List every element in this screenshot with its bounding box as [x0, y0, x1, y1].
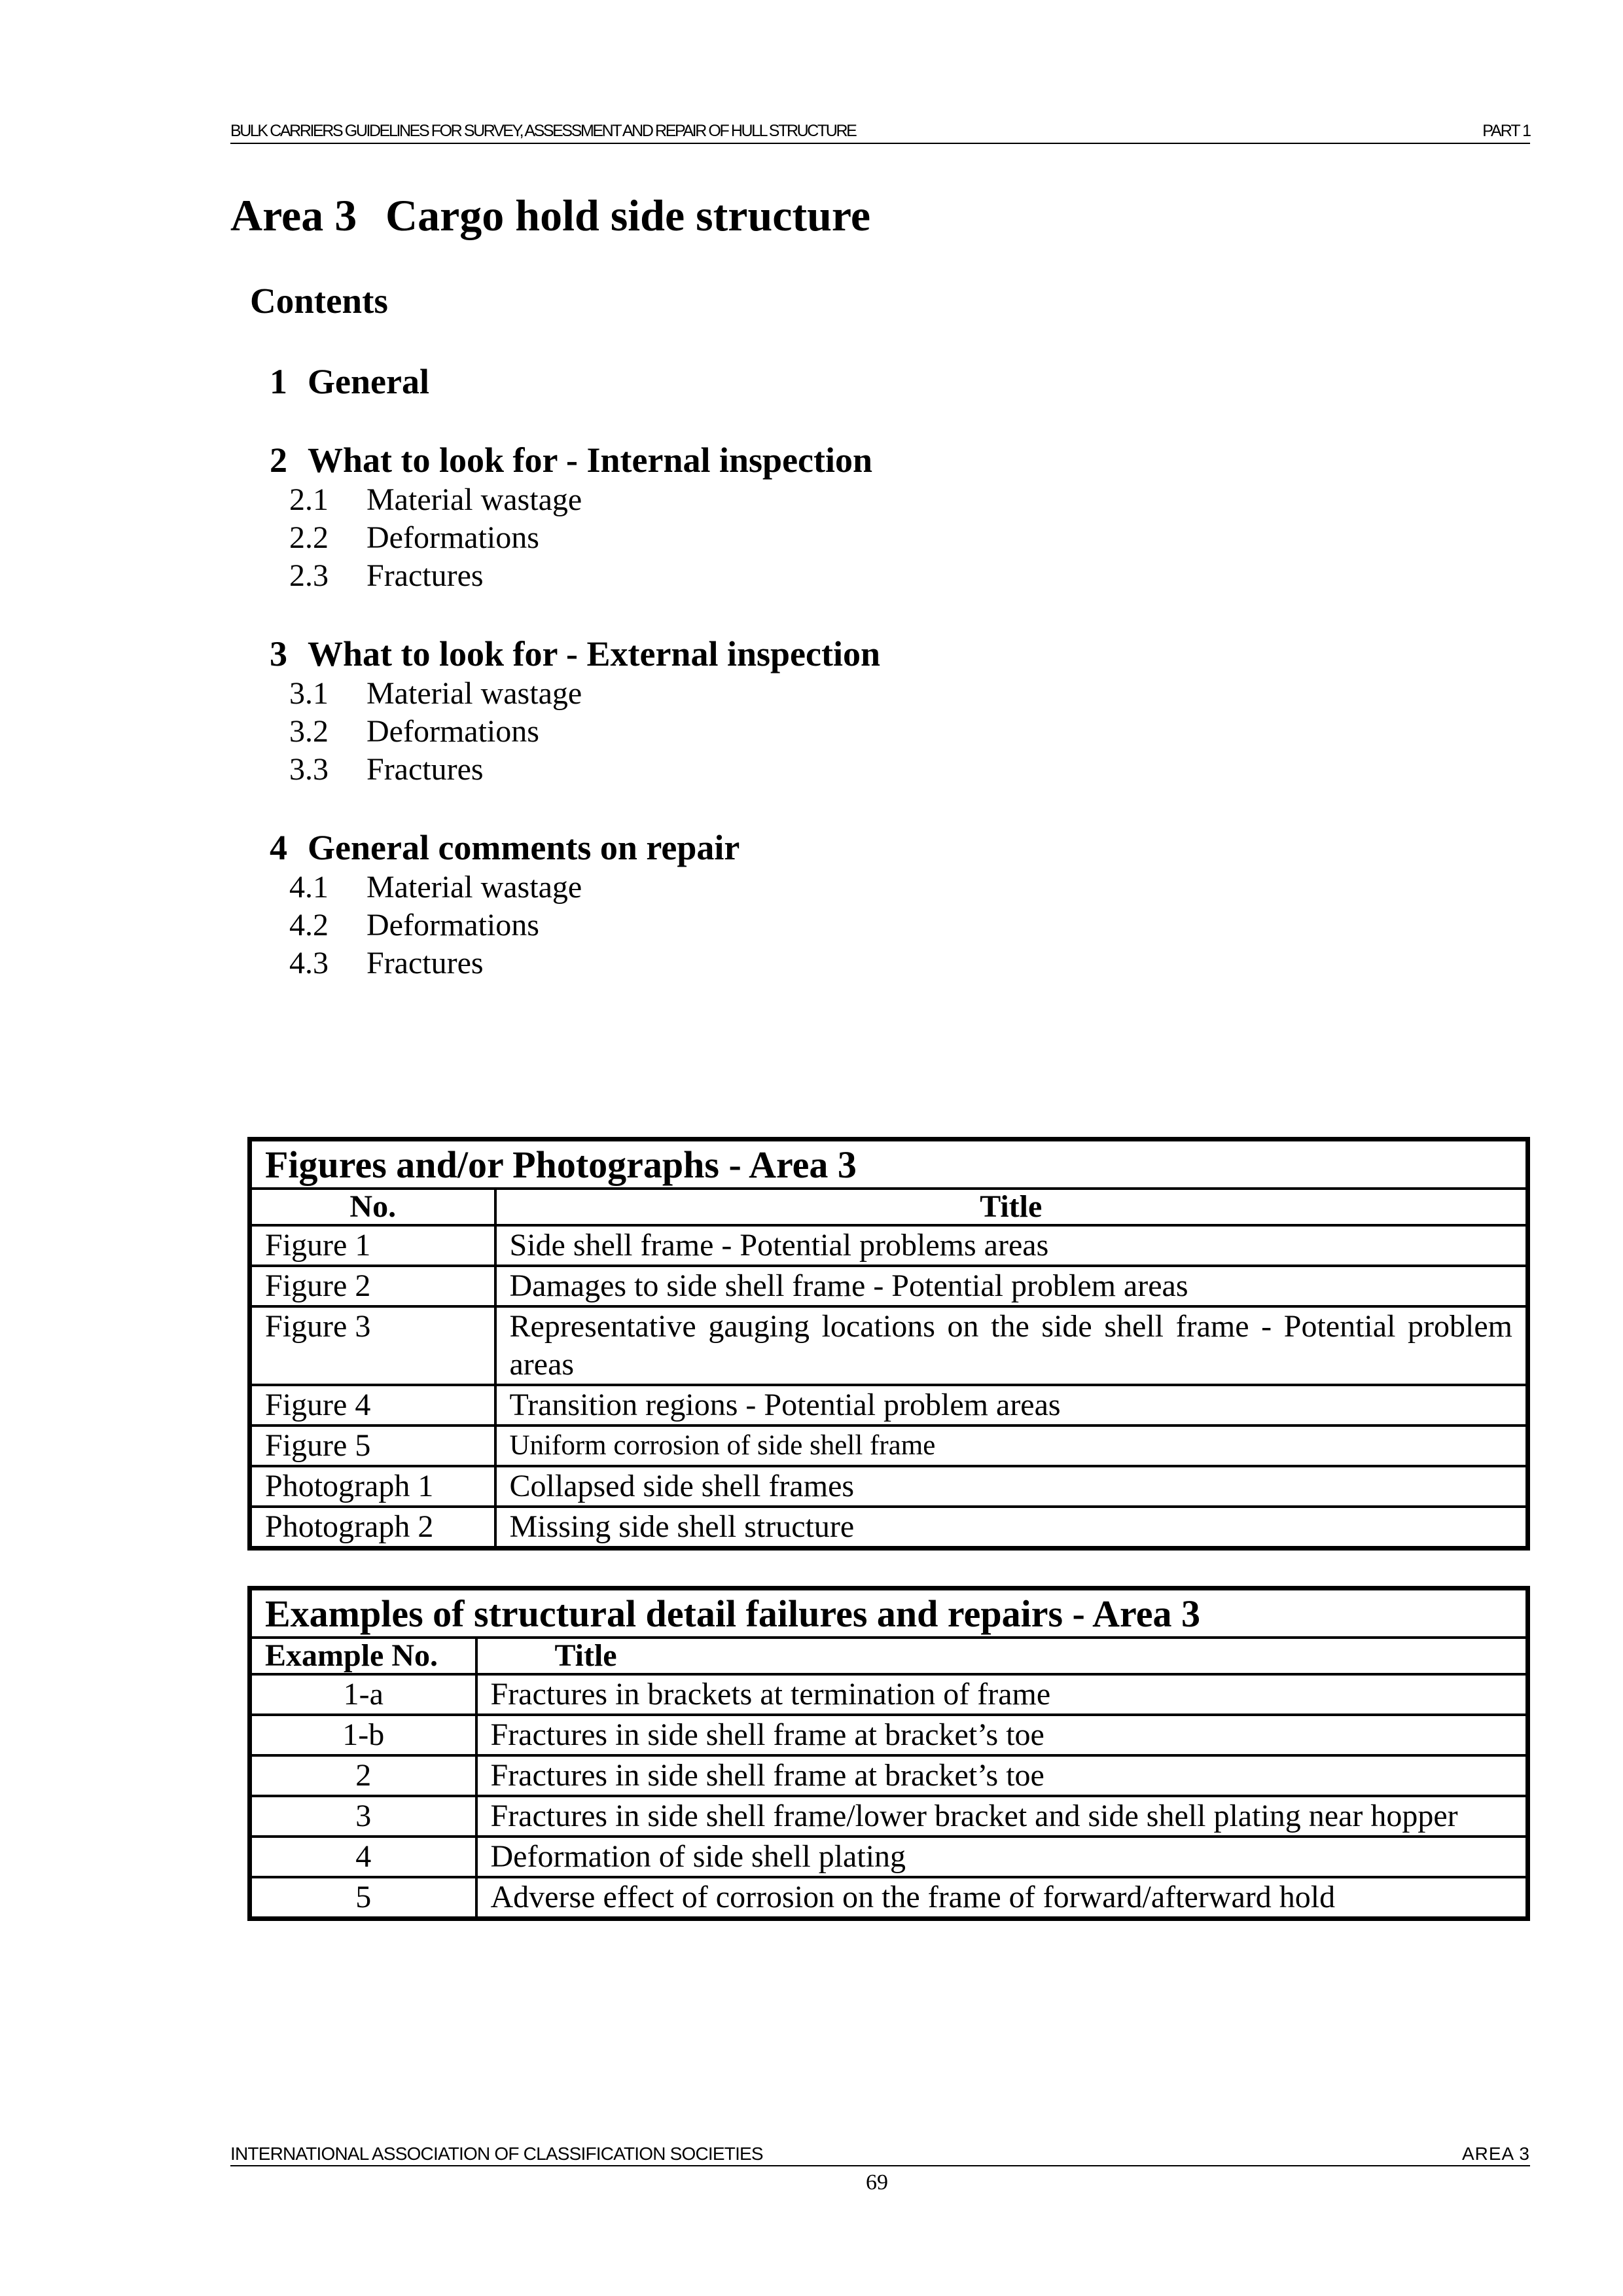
- subsection-number: 4.1: [289, 870, 329, 905]
- table-row: [250, 1466, 1528, 1507]
- toc-section: [270, 827, 740, 868]
- examples-table-caption: Examples of structural detail failures and repairs - Area 3: [250, 1588, 1528, 1638]
- subsection-number: 3.1: [289, 676, 329, 711]
- toc-section: [270, 634, 880, 674]
- column-header-title: Title: [495, 1189, 1528, 1225]
- page-footer: [230, 2143, 1530, 2166]
- toc-subsection: [289, 675, 582, 711]
- table-row: [250, 1674, 1528, 1715]
- subsection-title: Deformations: [366, 714, 539, 749]
- example-number: 2: [250, 1755, 476, 1796]
- toc-subsection: [289, 520, 539, 556]
- column-header-example-no: Example No.: [250, 1638, 476, 1674]
- subsection-number: 3.3: [289, 752, 329, 787]
- subsection-number: 4.3: [289, 946, 329, 980]
- section-number: 2: [270, 440, 287, 480]
- table-row: [250, 1306, 1528, 1385]
- subsection-title: Deformations: [366, 908, 539, 942]
- section-title: General comments on repair: [308, 828, 740, 867]
- contents-heading: Contents: [250, 281, 388, 321]
- toc-subsection: [289, 751, 484, 787]
- table-row: [250, 1796, 1528, 1837]
- table-row: [250, 1837, 1528, 1877]
- page-header: [230, 122, 1530, 144]
- example-title: Fractures in brackets at termination of frame: [476, 1674, 1528, 1715]
- toc-subsection: [289, 907, 539, 943]
- example-title: Fractures in side shell frame at bracket’s toe: [476, 1755, 1528, 1796]
- figure-number: Figure 1: [250, 1225, 495, 1266]
- figure-number: Figure 4: [250, 1385, 495, 1426]
- example-title: Adverse effect of corrosion on the frame of forward/afterward hold: [476, 1877, 1528, 1919]
- table-row: [250, 1426, 1528, 1466]
- section-number: 3: [270, 634, 287, 673]
- toc-subsection: [289, 558, 484, 594]
- table-row: [250, 1225, 1528, 1266]
- figure-title: Damages to side shell frame - Potential problem areas: [495, 1266, 1528, 1306]
- column-header-title: Title: [476, 1638, 1528, 1674]
- example-title: Fractures in side shell frame/lower bracket and side shell plating near hopper: [476, 1796, 1528, 1837]
- figure-number: Photograph 2: [250, 1507, 495, 1549]
- area-title: Cargo hold side structure: [385, 190, 871, 240]
- column-header-no: No.: [250, 1189, 495, 1225]
- toc-section: [270, 361, 429, 402]
- section-title: What to look for - Internal inspection: [308, 440, 873, 480]
- table-row: [250, 1715, 1528, 1755]
- example-title: Fractures in side shell frame at bracket’s toe: [476, 1715, 1528, 1755]
- toc-subsection: [289, 869, 582, 905]
- area-number: Area 3: [230, 190, 357, 240]
- subsection-number: 4.2: [289, 908, 329, 942]
- subsection-title: Material wastage: [366, 676, 582, 711]
- toc-subsection: [289, 482, 582, 518]
- subsection-number: 3.2: [289, 714, 329, 749]
- section-title: What to look for - External inspection: [308, 634, 880, 673]
- example-number: 5: [250, 1877, 476, 1919]
- page-number: 69: [866, 2170, 888, 2195]
- footer-area: AREA 3: [1461, 2144, 1530, 2164]
- section-number: 4: [270, 828, 287, 867]
- figure-title: Missing side shell structure: [495, 1507, 1528, 1549]
- subsection-title: Material wastage: [366, 870, 582, 905]
- figure-title: Transition regions - Potential problem areas: [495, 1385, 1528, 1426]
- figure-title: Uniform corrosion of side shell frame: [495, 1426, 1528, 1466]
- subsection-title: Deformations: [366, 520, 539, 555]
- figure-title: Side shell frame - Potential problems areas: [495, 1225, 1528, 1266]
- figures-table: [247, 1137, 1530, 1551]
- example-number: 3: [250, 1796, 476, 1837]
- toc-subsection: [289, 945, 484, 981]
- section-number: 1: [270, 362, 287, 401]
- example-number: 1-a: [250, 1674, 476, 1715]
- header-part: PART 1: [1482, 122, 1530, 140]
- toc-section: [270, 440, 872, 480]
- page-title: [230, 190, 870, 242]
- figure-title: Representative gauging locations on the side shell frame - Potential problem areas: [495, 1306, 1528, 1385]
- figure-number: Photograph 1: [250, 1466, 495, 1507]
- subsection-title: Fractures: [366, 946, 484, 980]
- table-row: [250, 1507, 1528, 1549]
- example-title: Deformation of side shell plating: [476, 1837, 1528, 1877]
- subsection-title: Material wastage: [366, 482, 582, 517]
- subsection-number: 2.3: [289, 558, 329, 593]
- table-row: [250, 1755, 1528, 1796]
- figures-table-caption: Figures and/or Photographs - Area 3: [250, 1139, 1528, 1189]
- example-number: 1-b: [250, 1715, 476, 1755]
- subsection-number: 2.2: [289, 520, 329, 555]
- figure-number: Figure 3: [250, 1306, 495, 1385]
- toc-subsection: [289, 713, 539, 749]
- example-number: 4: [250, 1837, 476, 1877]
- table-row: [250, 1266, 1528, 1306]
- subsection-number: 2.1: [289, 482, 329, 517]
- figure-title: Collapsed side shell frames: [495, 1466, 1528, 1507]
- footer-organization: INTERNATIONAL ASSOCIATION OF CLASSIFICATION SOCIETIES: [230, 2144, 763, 2164]
- table-row: [250, 1385, 1528, 1426]
- header-document-title: BULK CARRIERS GUIDELINES FOR SURVEY, ASSESSMENT AND REPAIR OF HULL STRUCTURE: [230, 122, 856, 140]
- subsection-title: Fractures: [366, 558, 484, 593]
- examples-table: [247, 1586, 1530, 1921]
- subsection-title: Fractures: [366, 752, 484, 787]
- section-title: General: [308, 362, 429, 401]
- figure-number: Figure 2: [250, 1266, 495, 1306]
- figure-number: Figure 5: [250, 1426, 495, 1466]
- table-row: [250, 1877, 1528, 1919]
